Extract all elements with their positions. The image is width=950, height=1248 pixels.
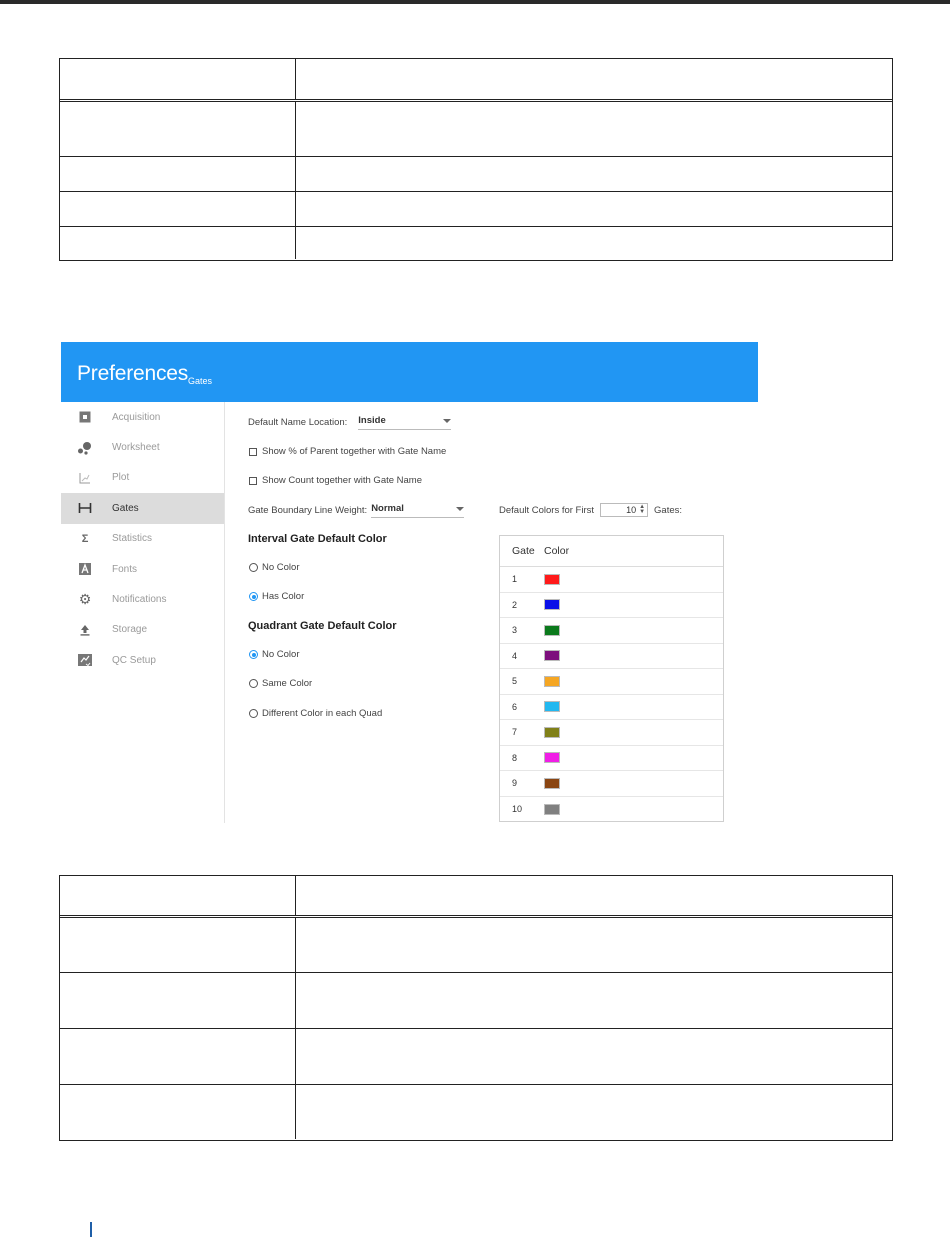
default-colors-label: Default Colors for First	[499, 504, 595, 516]
gate-color-swatch[interactable]	[544, 752, 560, 763]
quadrant-no-color-radio[interactable]	[249, 649, 300, 660]
preferences-header	[61, 342, 758, 402]
name-location-label: Default Name Location:	[248, 417, 348, 428]
radio-label: No Color	[262, 649, 300, 660]
worksheet-icon	[77, 441, 93, 455]
upload-icon	[77, 624, 93, 636]
gate-row	[500, 797, 723, 823]
line-weight-value: Normal	[371, 503, 404, 514]
line-weight-dropdown[interactable]	[371, 503, 464, 518]
table-header-row	[60, 59, 892, 99]
gate-color-swatch[interactable]	[544, 727, 560, 738]
gate-color-swatch[interactable]	[544, 804, 560, 815]
stepper-arrows-icon[interactable]: ▲ ▼	[639, 504, 646, 515]
gate-column-header: Gate	[512, 545, 535, 557]
table-row	[60, 972, 892, 1028]
radio-button[interactable]	[249, 709, 258, 718]
gate-number: 10	[512, 804, 523, 815]
gate-row	[500, 593, 723, 619]
sidebar-item-label: Statistics	[112, 533, 153, 545]
gate-number: 2	[512, 599, 518, 610]
gate-number: 6	[512, 701, 518, 712]
plot-icon	[77, 472, 93, 484]
gate-number: 9	[512, 778, 518, 789]
gate-row	[500, 771, 723, 797]
interval-no-color-radio[interactable]	[249, 562, 300, 573]
gate-row	[500, 720, 723, 746]
show-count-checkbox[interactable]	[249, 475, 422, 486]
sidebar-item-gates[interactable]	[61, 493, 224, 523]
gate-row	[500, 746, 723, 772]
sidebar-item-plot[interactable]	[61, 463, 224, 493]
gate-color-table	[499, 535, 724, 822]
sidebar-item-worksheet[interactable]	[61, 432, 224, 462]
name-location-value: Inside	[358, 415, 386, 426]
gate-number: 4	[512, 650, 518, 661]
table-row	[60, 915, 892, 972]
sidebar-item-label: Acquisition	[112, 411, 161, 423]
gate-row	[500, 695, 723, 721]
gear-icon: ⚙	[78, 591, 92, 608]
checkbox-box[interactable]	[249, 448, 257, 456]
gate-number: 1	[512, 574, 518, 585]
table-row	[60, 191, 892, 226]
gate-color-swatch[interactable]	[544, 778, 560, 789]
sigma-icon: Σ	[81, 532, 89, 545]
table-row	[60, 156, 892, 191]
sidebar-item-label: Fonts	[112, 563, 138, 575]
show-percent-label: Show % of Parent together with Gate Name	[262, 446, 447, 457]
radio-button[interactable]	[249, 679, 258, 688]
sidebar-item-label: Plot	[112, 472, 130, 484]
default-colors-suffix: Gates:	[654, 504, 683, 516]
radio-label: Different Color in each Quad	[262, 708, 383, 719]
window-title: Preferences	[77, 362, 189, 385]
gate-row	[500, 567, 723, 593]
gate-color-swatch[interactable]	[544, 599, 560, 610]
sidebar-item-fonts[interactable]	[61, 554, 224, 584]
sidebar-item-storage[interactable]	[61, 615, 224, 645]
quadrant-same-color-radio[interactable]	[249, 678, 312, 689]
gate-number: 5	[512, 676, 518, 687]
acquisition-icon	[77, 411, 93, 423]
gate-row	[500, 644, 723, 670]
radio-label: Has Color	[262, 591, 305, 602]
gate-color-swatch[interactable]	[544, 701, 560, 712]
top-doc-table	[59, 58, 893, 261]
bottom-doc-table	[59, 875, 893, 1141]
sidebar-item-statistics[interactable]	[61, 524, 224, 554]
chevron-down-icon	[443, 419, 451, 423]
table-row	[60, 226, 892, 259]
page-margin-mark	[90, 1222, 92, 1237]
gate-number: 3	[512, 625, 518, 636]
gate-color-swatch[interactable]	[544, 574, 560, 585]
page-top-rule	[0, 0, 950, 4]
gate-row	[500, 669, 723, 695]
sidebar-item-qc-setup[interactable]	[61, 645, 224, 675]
radio-button-selected[interactable]	[249, 592, 258, 601]
show-percent-checkbox[interactable]	[249, 446, 446, 457]
radio-button-selected[interactable]	[249, 650, 258, 659]
gate-number: 7	[512, 727, 518, 738]
checkbox-box[interactable]	[249, 477, 257, 485]
quadrant-section-title: Quadrant Gate Default Color	[248, 620, 397, 632]
gate-number: 8	[512, 752, 518, 763]
gate-color-swatch[interactable]	[544, 676, 560, 687]
chevron-down-icon	[456, 507, 464, 511]
radio-button[interactable]	[249, 563, 258, 572]
fonts-icon	[77, 563, 93, 575]
interval-section-title: Interval Gate Default Color	[248, 533, 387, 545]
table-header-row	[60, 876, 892, 915]
gate-color-swatch[interactable]	[544, 650, 560, 661]
table-row	[60, 99, 892, 156]
color-column-header: Color	[544, 545, 570, 557]
table-row	[60, 1028, 892, 1084]
qc-icon	[77, 654, 93, 666]
gate-color-swatch[interactable]	[544, 625, 560, 636]
show-count-label: Show Count together with Gate Name	[262, 475, 423, 486]
sidebar-item-label: Gates	[112, 502, 139, 514]
table-row	[60, 1084, 892, 1139]
gates-settings-panel	[248, 402, 758, 823]
interval-has-color-radio[interactable]	[249, 591, 304, 602]
sidebar-item-label: Storage	[112, 624, 148, 636]
sidebar-item-notifications[interactable]	[61, 584, 224, 614]
radio-label: No Color	[262, 562, 300, 573]
radio-label: Same Color	[262, 678, 313, 689]
sidebar-item-label: Notifications	[112, 594, 167, 606]
gates-icon	[77, 502, 93, 514]
name-location-dropdown[interactable]	[358, 415, 451, 430]
gate-count-value: 10	[626, 505, 637, 515]
line-weight-label: Gate Boundary Line Weight:	[248, 505, 368, 516]
preferences-sidebar	[61, 402, 225, 823]
window-subtitle: Gates	[188, 376, 213, 386]
sidebar-item-label: QC Setup	[112, 654, 156, 666]
sidebar-item-label: Worksheet	[112, 442, 160, 454]
gate-row	[500, 618, 723, 644]
preferences-window	[61, 342, 758, 823]
sidebar-item-acquisition[interactable]	[61, 402, 224, 432]
quadrant-different-color-radio[interactable]	[249, 708, 382, 719]
gate-count-stepper[interactable]	[600, 503, 648, 517]
gate-table-header	[500, 536, 723, 567]
